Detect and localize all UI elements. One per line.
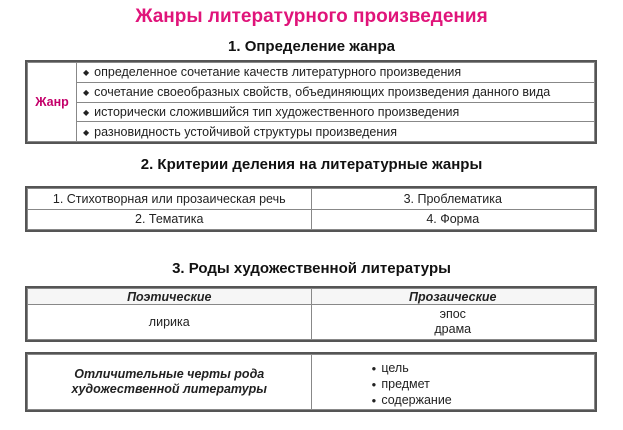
section-1-heading: 1. Определение жанра xyxy=(228,38,395,55)
genre-definition-table xyxy=(25,60,597,144)
features-list xyxy=(311,355,595,410)
distinctive-features-table xyxy=(25,352,597,412)
features-label-line-2: художественной литературы xyxy=(71,382,267,396)
features-label-line-1: Отличительные черты рода xyxy=(74,367,265,381)
definition-item: ◆ сочетание своеобразных свойств, объединяющих произведения данного вида xyxy=(77,82,595,102)
page-title: Жанры литературного произведения xyxy=(135,6,488,27)
poetic-header: Поэтические xyxy=(28,289,312,305)
definition-item: ◆ исторически сложившийся тип художественного произведения xyxy=(77,102,595,122)
feature-item: ● цель xyxy=(372,361,589,377)
feature-item: ● предмет xyxy=(372,377,589,393)
literature-kinds-table xyxy=(25,286,597,342)
criteria-cell: 2. Тематика xyxy=(28,209,312,230)
criteria-cell: 3. Проблематика xyxy=(311,189,595,210)
section-3-heading: 3. Роды художественной литературы xyxy=(172,260,451,277)
criteria-cell: 1. Стихотворная или прозаическая речь xyxy=(28,189,312,210)
genre-label: Жанр xyxy=(28,63,77,142)
prose-header: Прозаические xyxy=(311,289,595,305)
prose-item-drama: драма xyxy=(434,322,472,336)
poetic-value: лирика xyxy=(28,305,312,340)
features-label xyxy=(28,355,312,410)
feature-item: ● содержание xyxy=(372,393,589,409)
prose-values xyxy=(311,305,595,340)
section-2-heading: 2. Критерии деления на литературные жанры xyxy=(140,156,483,173)
definition-item: ◆ разновидность устойчивой структуры произведения xyxy=(77,122,595,142)
criteria-table xyxy=(25,186,597,232)
definition-item: ◆ определенное сочетание качеств литературного произведения xyxy=(77,63,595,83)
criteria-cell: 4. Форма xyxy=(311,209,595,230)
prose-item-epos: эпос xyxy=(439,307,466,321)
